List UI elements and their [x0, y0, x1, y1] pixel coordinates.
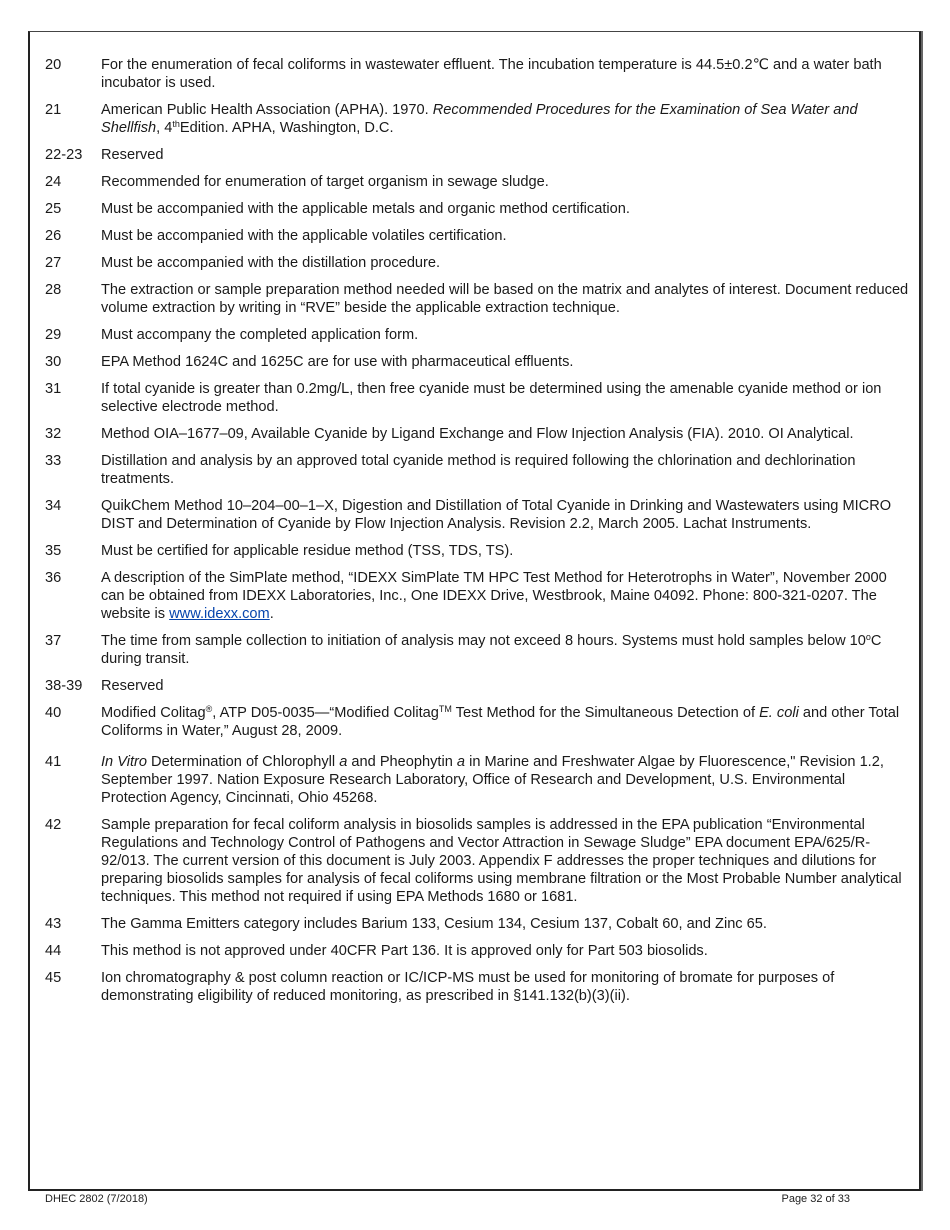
footnote-item — [45, 146, 910, 164]
footnote-item — [45, 816, 910, 906]
footnote-text — [101, 753, 910, 807]
footnote-item — [45, 227, 910, 245]
footnote-text — [101, 704, 910, 740]
footnote-number: 31 — [45, 381, 62, 397]
footnote-text: Distillation and analysis by an approved total cyanide method is required following the chlorination and dechlorination treatments. — [101, 453, 856, 487]
footnote-item — [45, 425, 910, 443]
footnote-number: 28 — [45, 282, 62, 298]
footnote-number: 30 — [45, 354, 62, 370]
footnote-text: If total cyanide is greater than 0.2mg/L, then free cyanide must be determined using the amenable cyanide method or ion selective electrode method. — [101, 381, 882, 415]
text-run: and Pheophytin — [347, 754, 457, 770]
italic-text: E. coli — [759, 705, 799, 721]
footnote-number: 41 — [45, 754, 62, 770]
footnote-item — [45, 569, 910, 623]
italic-text: a — [456, 754, 466, 770]
footnote-text: Method OIA–1677–09, Available Cyanide by Ligand Exchange and Flow Injection Analysis (FIA). 2010. OI Analytical. — [101, 426, 854, 442]
footnote-number: 43 — [45, 916, 62, 932]
footnote-text: QuikChem Method 10–204–00–1–X, Digestion and Distillation of Total Cyanide in Drinking and Wastewaters using MICRO DIST and Determination of Cyanide by Flow Injection Analysis. Revision 2.2, March 2005. Lachat Instruments. — [101, 498, 892, 532]
footnote-number: 32 — [45, 426, 62, 442]
text-run: Edition. APHA, Washington, D.C. — [179, 120, 394, 136]
text-run: The time from sample collection to initiation of analysis may not exceed 8 hours. Systems must hold samples below 10 — [101, 633, 866, 649]
footnote-number: 37 — [45, 633, 62, 649]
footnote-text: Must be accompanied with the applicable metals and organic method certification. — [101, 201, 630, 217]
footnote-number: 36 — [45, 570, 62, 586]
footnote-text: EPA Method 1624C and 1625C are for use with pharmaceutical effluents. — [101, 354, 574, 370]
footnote-text: For the enumeration of fecal coliforms in wastewater effluent. The incubation temperature is 44.5±0.2℃ and a water bath incubator is used. — [101, 57, 882, 91]
website-link[interactable]: www.idexx.com — [169, 606, 270, 622]
footnote-number: 29 — [45, 327, 62, 343]
footer-page-number: Page 32 of 33 — [781, 1193, 850, 1205]
footnote-text: The extraction or sample preparation method needed will be based on the matrix and analytes of interest. Document reduced volume extraction by writing in “RVE” beside the applicable extraction technique. — [101, 282, 909, 316]
footnote-item — [45, 969, 910, 1005]
text-run: , 4 — [156, 120, 173, 136]
footnote-item — [45, 452, 910, 488]
text-run: Test Method for the Simultaneous Detection of — [451, 705, 760, 721]
footnote-item — [45, 281, 910, 317]
footnote-item — [45, 542, 910, 560]
text-run: C during transit. — [101, 633, 882, 667]
footnote-item — [45, 326, 910, 344]
footnote-number: 27 — [45, 255, 62, 271]
footnote-number: 34 — [45, 498, 62, 514]
footnote-number: 33 — [45, 453, 62, 469]
italic-text: a — [339, 754, 348, 770]
text-run: A description of the SimPlate method, “IDEXX SimPlate TM HPC Test Method for Heterotrophs in Water”, November 2000 can be obtained from IDEXX Laboratories, Inc., One IDEXX Drive, Westbrook, Maine 04092. Phone: 800-321-0207. The website is — [101, 570, 887, 622]
footnote-item — [45, 200, 910, 218]
superscript: th — [172, 119, 180, 129]
footnote-item — [45, 101, 910, 137]
footnote-item — [45, 353, 910, 371]
footnote-item — [45, 753, 910, 807]
footnote-number: 35 — [45, 543, 62, 559]
footnote-number: 21 — [45, 102, 62, 118]
footnote-text: Sample preparation for fecal coliform analysis in biosolids samples is addressed in the EPA publication “Environmental Regulations and Technology Control of Pathogens and Vector Attraction in Sewage Sludge” EPA document EPA/625/R-92/013. The current version of this document is July 2003. Appendix F addresses the proper techniques and dilutions for preparing biosolids samples for analysis of fecal coliforms using membrane filtration or the Most Probable Number analytical techniques. This method not required if using EPA Methods 1680 or 1681. — [101, 817, 902, 905]
footnote-text: Must be accompanied with the distillation procedure. — [101, 255, 441, 271]
footnote-item — [45, 915, 910, 933]
footer-form-id: DHEC 2802 (7/2018) — [45, 1193, 148, 1205]
footnote-number: 26 — [45, 228, 62, 244]
superscript: ® — [205, 704, 213, 714]
footnote-text — [101, 569, 910, 623]
footnote-text: Ion chromatography & post column reaction or IC/ICP-MS must be used for monitoring of bromate for purposes of demonstrating eligibility of reduced monitoring, as prescribed in §141.132(b)(3)(ii). — [101, 970, 835, 1004]
footnote-number: 42 — [45, 817, 62, 833]
footnote-number: 38-39 — [45, 678, 83, 694]
text-run: American Public Health Association (APHA). 1970. — [101, 102, 433, 118]
footnote-item — [45, 942, 910, 960]
footnote-text: Recommended for enumeration of target organism in sewage sludge. — [101, 174, 549, 190]
text-run: . — [269, 606, 274, 622]
footnote-number: 22-23 — [45, 147, 83, 163]
footnote-text: Must accompany the completed application form. — [101, 327, 419, 343]
footnote-item — [45, 56, 910, 92]
footnote-text: Reserved — [101, 147, 164, 163]
footnote-item — [45, 254, 910, 272]
text-run: Determination of Chlorophyll — [146, 754, 340, 770]
footnote-item — [45, 632, 910, 668]
italic-text: In Vitro — [101, 754, 147, 770]
superscript: o — [865, 632, 871, 642]
text-run: , ATP D05-0035—“Modified Colitag — [212, 705, 439, 721]
text-run: and other Total Coliforms in Water,” August 28, 2009. — [101, 705, 900, 739]
text-run: in Marine and Freshwater Algae by Fluorescence," Revision 1.2, September 1997. Nation Exposure Research Laboratory, Office of Research and Development, U.S. Environmental Protection Agency, Cincinnati, Ohio 45268. — [101, 754, 884, 806]
footnote-text — [101, 632, 910, 668]
footnote-text: Must be accompanied with the applicable volatiles certification. — [101, 228, 507, 244]
footnote-number: 40 — [45, 705, 62, 721]
footnote-item — [45, 704, 910, 740]
footnote-item — [45, 677, 910, 695]
footnote-item — [45, 173, 910, 191]
footnote-text: This method is not approved under 40CFR Part 136. It is approved only for Part 503 biosolids. — [101, 943, 708, 959]
footnote-text — [101, 101, 910, 137]
footnote-text: The Gamma Emitters category includes Barium 133, Cesium 134, Cesium 137, Cobalt 60, and Zinc 65. — [101, 916, 767, 932]
footnote-item — [45, 497, 910, 533]
text-run: Modified Colitag — [101, 705, 206, 721]
footnote-text: Reserved — [101, 678, 164, 694]
italic-text: Recommended Procedures for the Examination of Sea Water and Shellfish — [101, 102, 858, 136]
footnote-number: 44 — [45, 943, 62, 959]
footnote-item — [45, 380, 910, 416]
footnote-number: 24 — [45, 174, 62, 190]
footnote-text: Must be certified for applicable residue method (TSS, TDS, TS). — [101, 543, 514, 559]
footnote-list — [45, 56, 910, 1014]
footnote-number: 20 — [45, 57, 62, 73]
footnote-number: 25 — [45, 201, 62, 217]
superscript: TM — [438, 704, 452, 714]
footnote-number: 45 — [45, 970, 62, 986]
page-border-shadow — [921, 31, 923, 1191]
